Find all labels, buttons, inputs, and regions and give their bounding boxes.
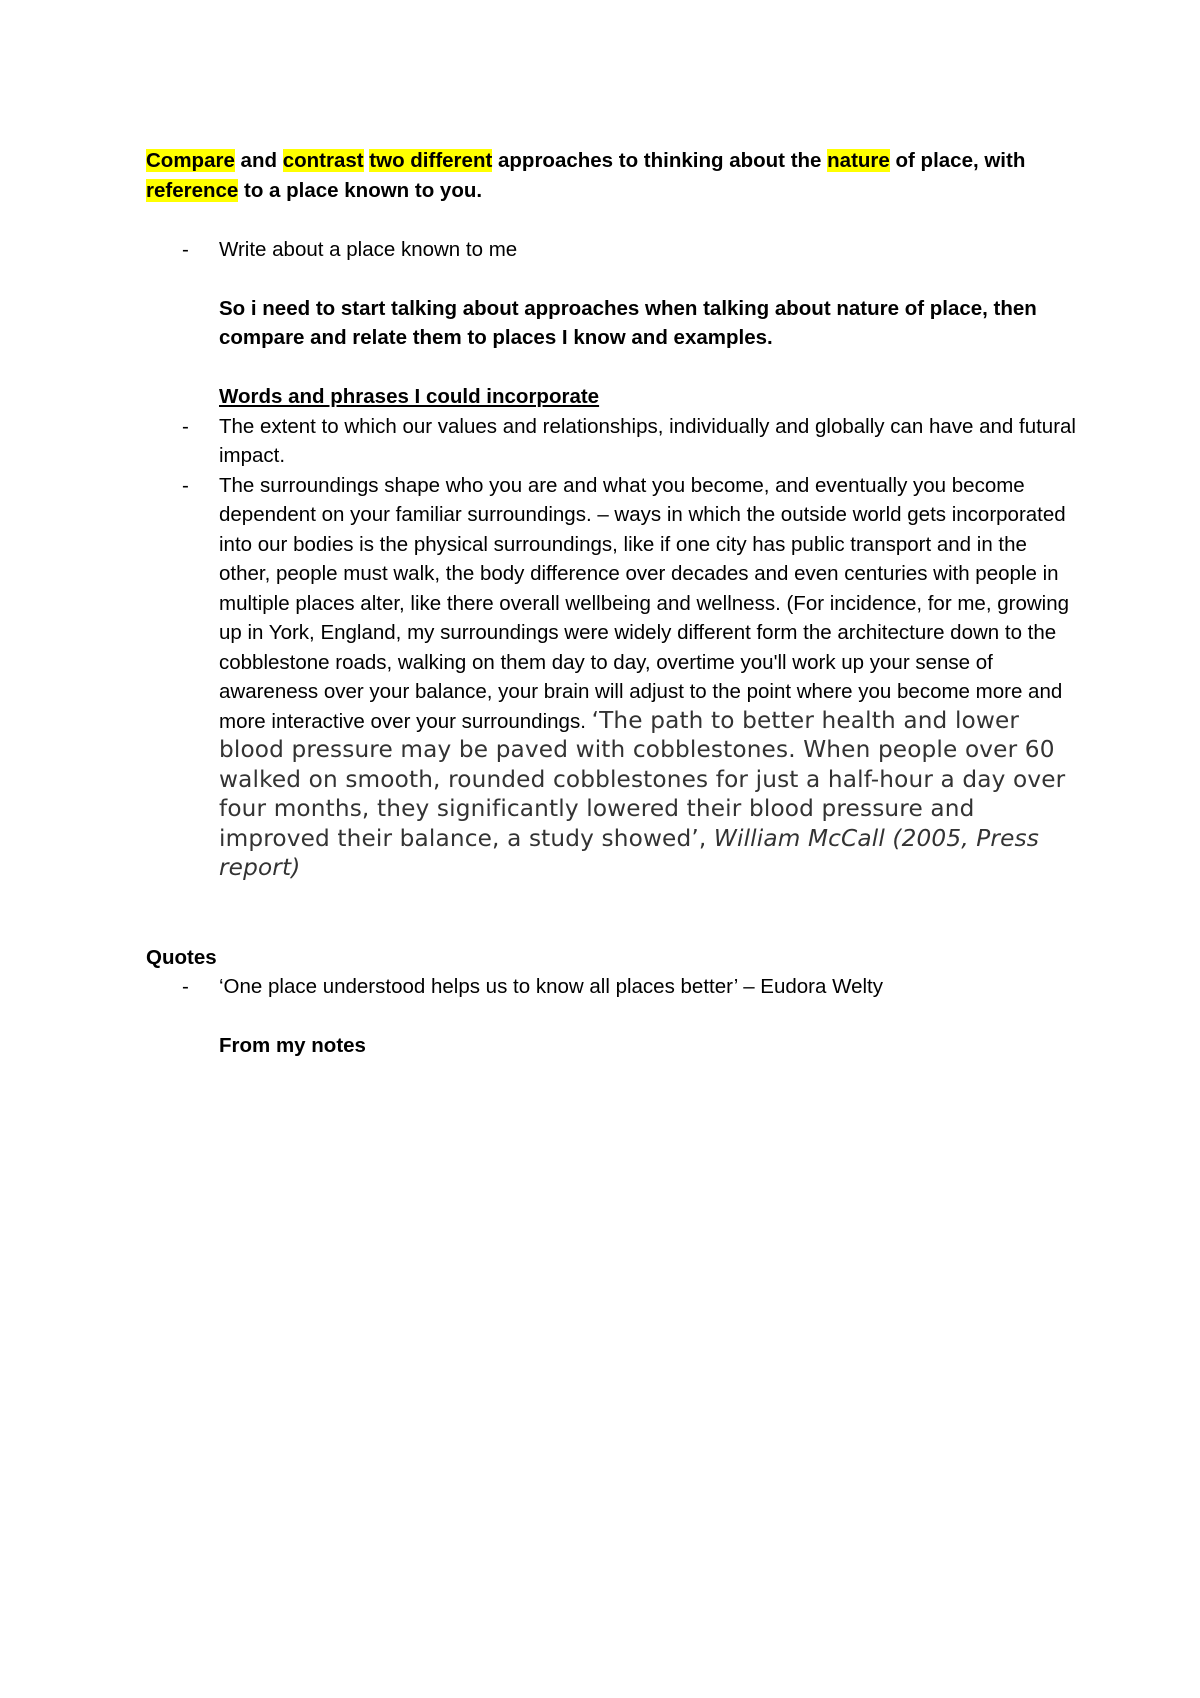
question-text: approaches to thinking about the (492, 149, 828, 172)
question-text: and (234, 149, 283, 172)
plan-paragraph: So i need to start talking about approaches when talking about nature of place, then compare and relate them to places I know and examples. (219, 296, 1037, 349)
dash-bullet: - (182, 473, 189, 497)
bullet-list-1 (146, 235, 1076, 265)
words-heading: Words and phrases I could incorporate (219, 385, 600, 408)
bullet-text: The extent to which our values and relationships, individually and globally can have and futural impact. (219, 414, 1076, 467)
document-content (146, 146, 1076, 1061)
list-item (146, 235, 1076, 265)
quotes-heading: Quotes (146, 945, 217, 969)
quote-citation: William McCall (2005, Press report) (219, 824, 1039, 881)
highlight-nature: nature (827, 149, 890, 172)
dash-bullet: - (182, 237, 189, 261)
from-notes-heading: From my notes (219, 1034, 366, 1057)
spacer (146, 1002, 1076, 1032)
spacer (146, 913, 1076, 943)
bullet-text: Write about a place known to me (219, 237, 518, 261)
cited-quote: ‘The path to better health and lower blood pressure may be paved with cobblestones. When people over 60 walked on smooth, rounded cobblestones for just a half-hour a day over four months, they significantly lowered their blood pressure and improved their balance, a study showed’, (219, 706, 1066, 852)
quote-text: ‘One place understood helps us to know all places better’ – Eudora Welty (219, 975, 883, 998)
highlight-contrast: contrast (282, 149, 364, 172)
bullet-list-2 (146, 412, 1076, 884)
dash-bullet: - (182, 975, 189, 998)
spacer (146, 205, 1076, 235)
highlight-reference: reference (146, 178, 239, 202)
spacer (146, 884, 1076, 914)
bullet-text: The surroundings shape who you are and what you become, and eventually you become dependent on your familiar surroundings. – ways in which the outside world gets incorporated into our bodies is the physical surroundings, like if one city has public transport and in the other, people must walk, the body difference over decades and even centuries with people in multiple places alter, like there overall wellbeing and wellness. (For incidence, for me, growing up in York, England, my surroundings were widely different form the architecture down to the cobblestone roads, walking on them day to day, overtime you'll work up your sense of awareness over your balance, your brain will adjust to the point where you become more and more interactive over your surroundings. (219, 473, 1070, 733)
list-item (146, 412, 1076, 471)
list-item (146, 471, 1076, 884)
list-item (146, 972, 1076, 1002)
essay-question (146, 146, 1076, 205)
quotes-list (146, 972, 1076, 1002)
highlight-two-different: two different (369, 149, 493, 172)
spacer (146, 353, 1076, 383)
highlight-compare: Compare (146, 149, 235, 172)
dash-bullet: - (182, 414, 189, 438)
question-text: to a place known to you. (238, 178, 483, 202)
spacer (146, 264, 1076, 294)
question-text: of place, with (889, 149, 1026, 172)
